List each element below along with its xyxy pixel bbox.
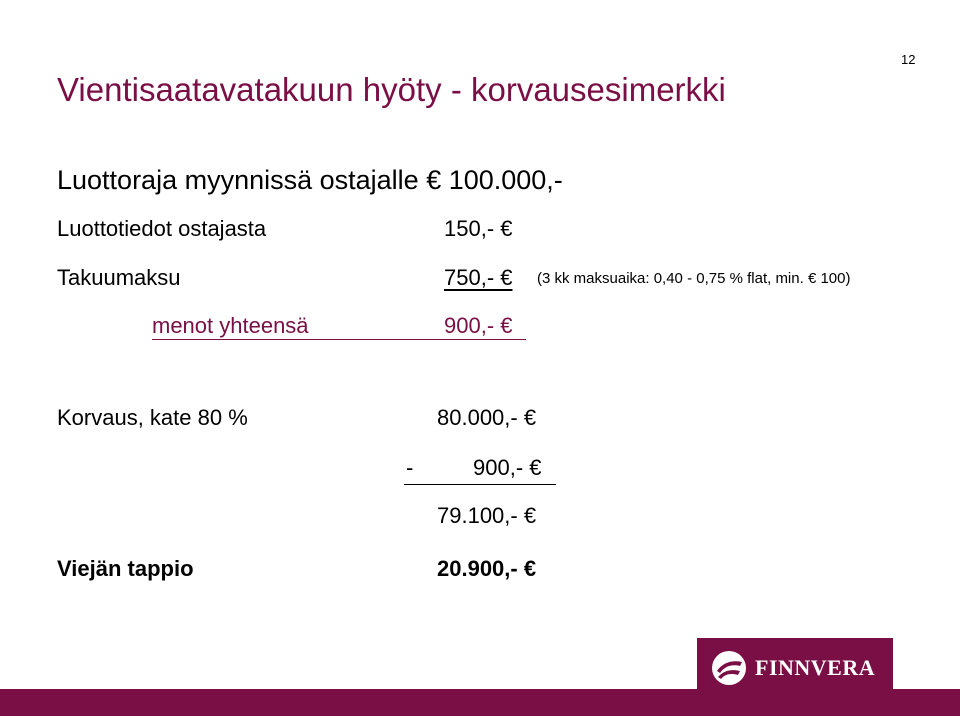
loss-label: Viejän tappio — [57, 556, 194, 581]
slide-title: Vientisaatavatakuun hyöty - korvausesimerkki — [57, 71, 726, 108]
page-number: 12 — [901, 52, 916, 67]
minus-value: 900,- € — [473, 455, 542, 480]
subtraction-underline — [404, 484, 556, 485]
total-underline — [152, 339, 526, 340]
compensation-value: 80.000,- € — [437, 405, 537, 430]
total-value: 900,- € — [444, 313, 513, 338]
fee-note: (3 kk maksuaika: 0,40 - 0,75 % flat, min. € 100) — [537, 270, 851, 287]
total-label: menot yhteensä — [152, 313, 309, 338]
finnvera-logo-icon — [711, 650, 747, 686]
compensation-label: Korvaus, kate 80 % — [57, 405, 248, 430]
credit-limit-line: Luottoraja myynnissä ostajalle € 100.000,- — [57, 165, 563, 195]
loss-value: 20.900,- € — [437, 556, 537, 581]
logo-text: FINNVERA — [755, 655, 876, 680]
info-label: Luottotiedot ostajasta — [57, 216, 267, 241]
info-value: 150,- € — [444, 216, 513, 241]
finnvera-logo — [697, 638, 893, 698]
fee-value: 750,- € — [444, 265, 513, 290]
fee-label: Takuumaksu — [57, 265, 181, 290]
minus-sign: - — [406, 455, 414, 480]
net-value: 79.100,- € — [437, 503, 537, 528]
